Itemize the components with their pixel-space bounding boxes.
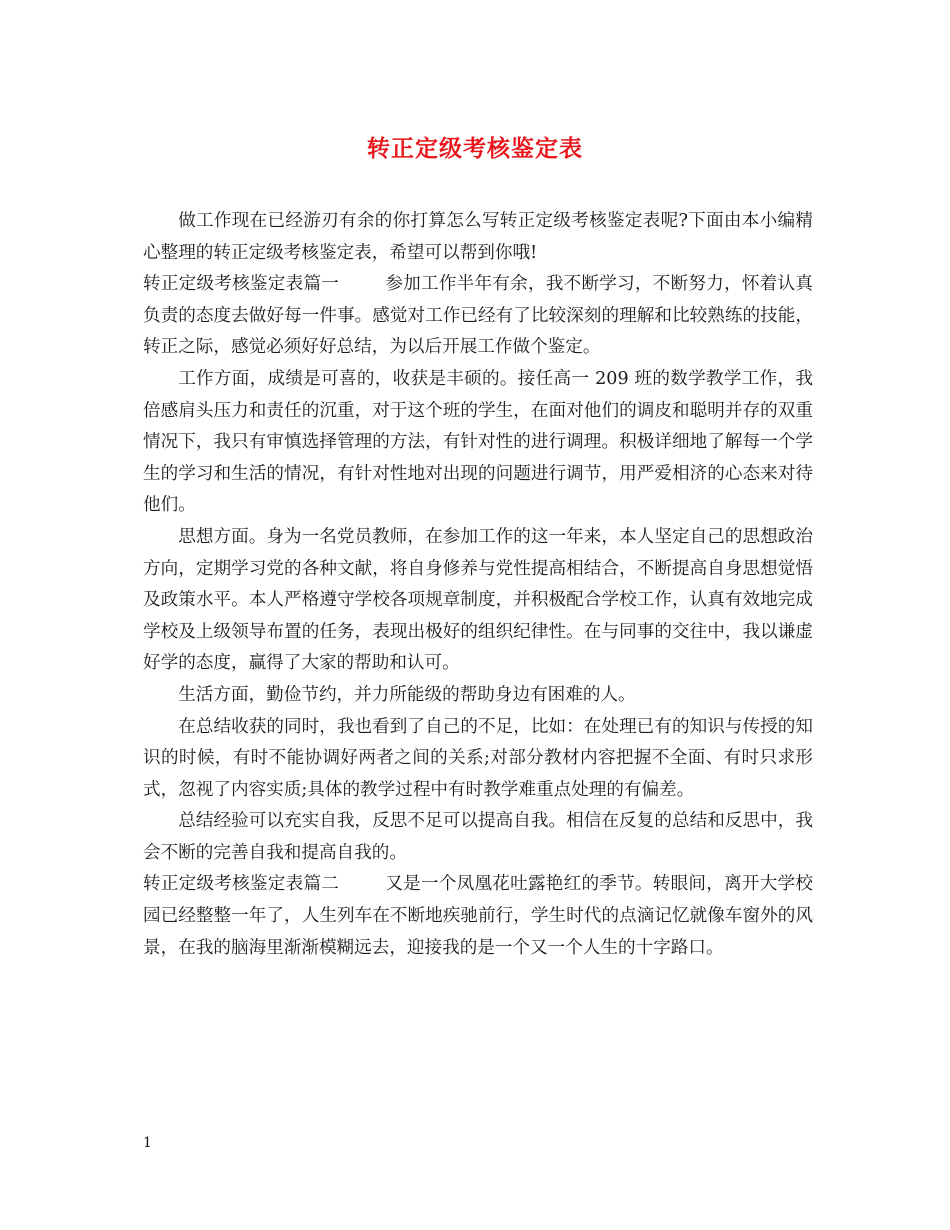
section-2-lead-text: 又是一个凤凰花吐露艳红的季节。转眼间，离开大学校园已经整整一年了，人生列车在不断地疾驰前行，学生时代的点滴记忆就像车窗外的风景，在我的脑海里渐渐模糊远去，迎接我的是一个又一个人生的十字路口。 xyxy=(143,874,813,958)
section-1-heading: 转正定级考核鉴定表篇一 xyxy=(143,274,340,295)
section-1-lead-paragraph xyxy=(143,269,813,364)
section-2-heading: 转正定级考核鉴定表篇二 xyxy=(143,874,340,895)
section-1-paragraph-shortcomings: 在总结收获的同时，我也看到了自己的不足，比如：在处理已有的知识与传授的知识的时候，有时不能协调好两者之间的关系;对部分教材内容把握不全面、有时只求形式，忽视了内容实质;具体的教学过程中有时教学难重点处理的有偏差。 xyxy=(143,716,813,800)
section-1-paragraph-thought: 思想方面。身为一名党员教师，在参加工作的这一年来，本人坚定自己的思想政治方向，定期学习党的各种文献，将自身修养与党性提高相结合，不断提高自身思想觉悟及政策水平。本人严格遵守学校各项规章制度，并积极配合学校工作，认真有效地完成学校及上级领导布置的任务，表现出极好的组织纪律性。在与同事的交往中，我以谦虚好学的态度，赢得了大家的帮助和认可。 xyxy=(143,526,813,674)
document-title: 转正定级考核鉴定表 xyxy=(367,135,583,162)
document-body xyxy=(143,206,813,964)
section-1-lead-text: 参加工作半年有余，我不断学习，不断努力，怀着认真负责的态度去做好每一件事。感觉对工作已经有了比较深刻的理解和比较熟练的技能，转正之际，感觉必须好好总结，为以后开展工作做个鉴定。 xyxy=(143,274,813,358)
page-number: 1 xyxy=(143,1135,152,1151)
section-1-paragraph-work: 工作方面，成绩是可喜的，收获是丰硕的。接任高一 209 班的数学教学工作，我倍感肩头压力和责任的沉重，对于这个班的学生，在面对他们的调皮和聪明并存的双重情况下，我只有审慎选择管理的方法，有针对性的进行调理。积极详细地了解每一个学生的学习和生活的情况，有针对性地对出现的问题进行调节，用严爱相济的心态来对待他们。 xyxy=(143,368,813,516)
intro-paragraph: 做工作现在已经游刃有余的你打算怎么写转正定级考核鉴定表呢?下面由本小编精心整理的转正定级考核鉴定表，希望可以帮到你哦! xyxy=(143,211,813,263)
section-1-paragraph-summary: 总结经验可以充实自我，反思不足可以提高自我。相信在反复的总结和反思中，我会不断的完善自我和提高自我的。 xyxy=(143,811,813,863)
section-1-paragraph-life: 生活方面，勤俭节约，并力所能级的帮助身边有困难的人。 xyxy=(178,684,636,705)
section-2-lead-paragraph xyxy=(143,869,813,964)
